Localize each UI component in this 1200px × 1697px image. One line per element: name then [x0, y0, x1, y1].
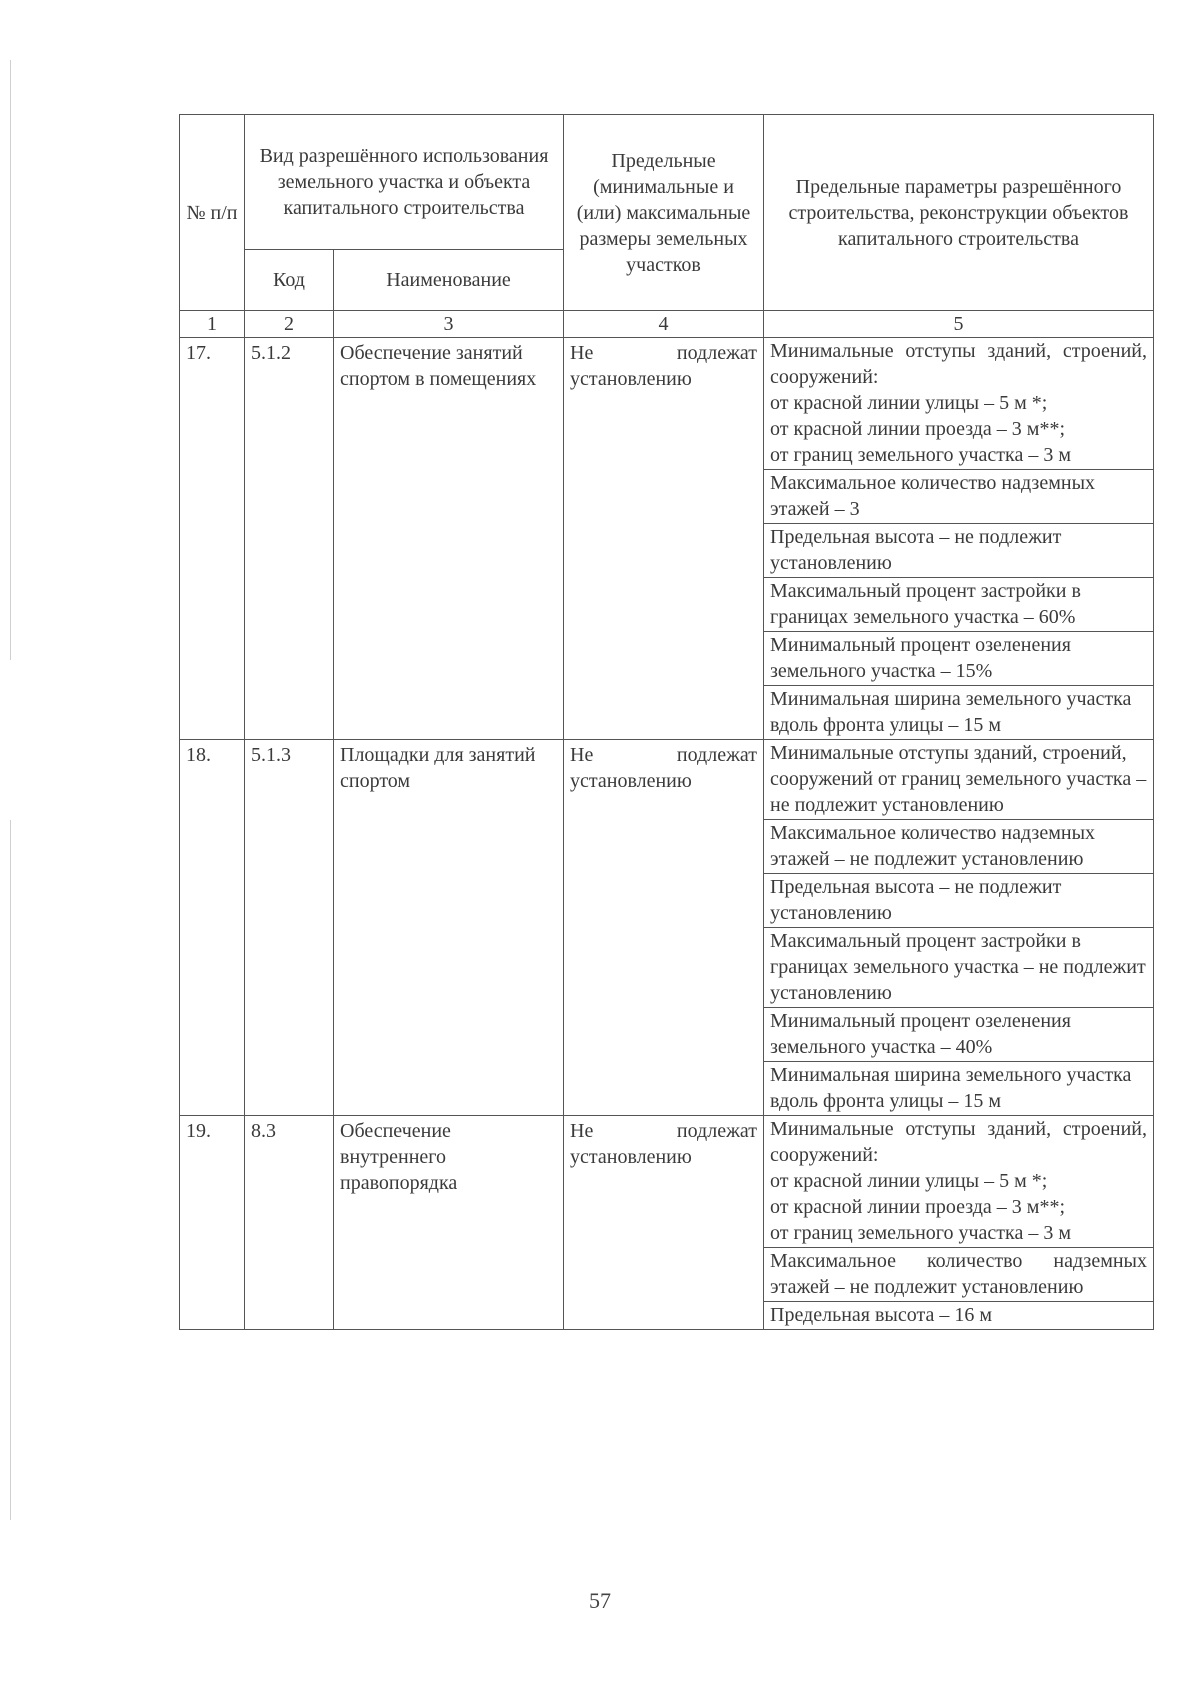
- row-number: 19.: [180, 1116, 245, 1330]
- parameter-item: Максимальный процент застройки в границах земельного участка – 60%: [764, 578, 1153, 632]
- parameter-text: Минимальные отступы зданий, строений, сооружений:: [770, 1118, 1147, 1166]
- header-name: Наименование: [334, 250, 564, 311]
- column-number: 4: [564, 311, 764, 338]
- parameter-item: [764, 1116, 1153, 1248]
- indent-line: от границ земельного участка – 3 м: [770, 444, 1071, 466]
- row-parameters: [764, 1116, 1154, 1330]
- indent-line: от красной линии проезда – 3 м**;: [770, 418, 1066, 440]
- parameter-text: Минимальные отступы зданий, строений, сооружений:: [770, 340, 1147, 388]
- indent-line: от красной линии проезда – 3 м**;: [770, 1196, 1066, 1218]
- row-number: 17.: [180, 338, 245, 740]
- column-number: 2: [245, 311, 334, 338]
- parameter-item: Максимальное количество надземных этажей – не подлежит установлению: [764, 1248, 1153, 1302]
- parameter-item: Минимальная ширина земельного участка вдоль фронта улицы – 15 м: [770, 1064, 1132, 1112]
- row-parameters: [764, 338, 1154, 740]
- parameter-item: Предельная высота – не подлежит установлению: [764, 874, 1153, 928]
- row-plot-sizes: Не подлежат установлению: [564, 1116, 764, 1330]
- row-parameters: [764, 740, 1154, 1116]
- parameter-item: [764, 338, 1153, 470]
- indent-line: от красной линии улицы – 5 м *;: [770, 1170, 1048, 1192]
- table-row: [180, 740, 1154, 1116]
- column-number: 5: [764, 311, 1154, 338]
- row-code: 5.1.3: [245, 740, 334, 1116]
- column-number-row: [180, 311, 1154, 338]
- row-name: Обеспечение внутреннего правопорядка: [334, 1116, 564, 1330]
- parameter-item: Максимальное количество надземных этажей – 3: [764, 470, 1153, 524]
- row-name: Площадки для занятий спортом: [334, 740, 564, 1116]
- row-name: Обеспечение занятий спортом в помещениях: [334, 338, 564, 740]
- header-use-type: Вид разрешённого использования земельного участка и объекта капитального строительства: [245, 115, 564, 250]
- scan-edge-line: [10, 60, 11, 660]
- column-number: 1: [180, 311, 245, 338]
- row-plot-sizes: Не подлежат установлению: [564, 338, 764, 740]
- header-plot-sizes: Предельные (минимальные и (или) максимальные размеры земельных участков: [564, 115, 764, 311]
- column-number: 3: [334, 311, 564, 338]
- land-use-table: [179, 114, 1154, 1330]
- header-num: № п/п: [180, 115, 245, 311]
- table-row: [180, 1116, 1154, 1330]
- parameter-item: Предельная высота – не подлежит установлению: [764, 524, 1153, 578]
- indent-line: от красной линии улицы – 5 м *;: [770, 392, 1048, 414]
- parameter-item: Минимальный процент озеленения земельного участка – 40%: [764, 1008, 1153, 1062]
- parameter-item: Максимальный процент застройки в границах земельного участка – не подлежит установлению: [764, 928, 1153, 1008]
- scan-edge-line: [10, 820, 11, 1520]
- parameter-item: Минимальный процент озеленения земельного участка – 15%: [764, 632, 1153, 686]
- row-number: 18.: [180, 740, 245, 1116]
- page-number: 57: [589, 1588, 611, 1613]
- row-plot-sizes: Не подлежат установлению: [564, 740, 764, 1116]
- indent-line: от границ земельного участка – 3 м: [770, 1222, 1071, 1244]
- parameter-item: Минимальные отступы зданий, строений, сооружений от границ земельного участка – не подлежит установлению: [764, 740, 1153, 820]
- table-header-row: [180, 115, 1154, 250]
- row-code: 8.3: [245, 1116, 334, 1330]
- parameter-item: Предельная высота – 16 м: [770, 1304, 993, 1326]
- row-code: 5.1.2: [245, 338, 334, 740]
- table-row: [180, 338, 1154, 740]
- parameter-item: Максимальное количество надземных этажей – не подлежит установлению: [764, 820, 1153, 874]
- header-code: Код: [245, 250, 334, 311]
- parameter-item: Минимальная ширина земельного участка вдоль фронта улицы – 15 м: [770, 688, 1132, 736]
- header-parameters: Предельные параметры разрешённого строительства, реконструкции объектов капитального строительства: [764, 115, 1154, 311]
